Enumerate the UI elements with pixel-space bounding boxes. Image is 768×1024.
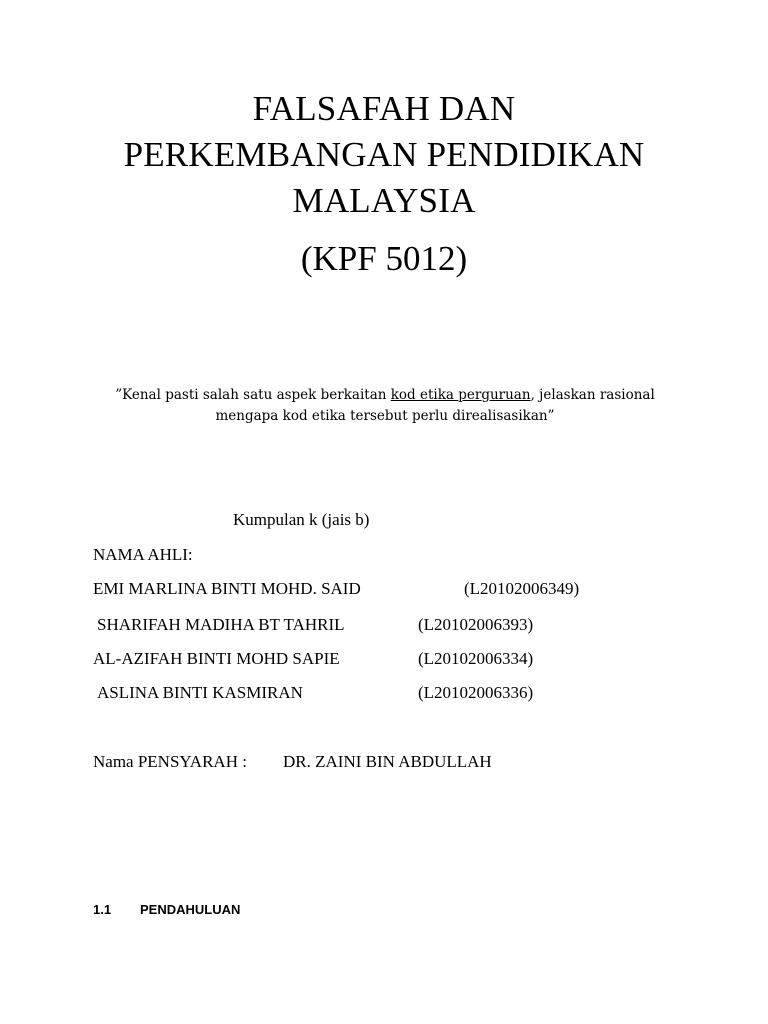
member-name: SHARIFAH MADIHA BT TAHRIL [97,615,345,634]
member-row [0,683,768,705]
member-name: EMI MARLINA BINTI MOHD. SAID [93,579,361,598]
group-name: Kumpulan k (jais b) [233,510,370,529]
member-id: (L20102006349) [464,579,580,598]
assignment-question [90,385,680,427]
title-line-2: PERKEMBANGAN PENDIDIKAN [123,135,645,174]
member-row [0,579,768,601]
member-id: (L20102006393) [418,615,534,634]
members-label: NAMA AHLI: [93,545,193,564]
member-id: (L20102006334) [418,649,534,668]
lecturer-label: Nama PENSYARAH : [93,752,247,771]
section-number: 1.1 [93,902,112,917]
member-row [0,615,768,637]
section-title: PENDAHULUAN [140,902,241,917]
member-name: ASLINA BINTI KASMIRAN [97,683,303,702]
member-row [0,649,768,671]
document-title [0,86,768,224]
lecturer-name: DR. ZAINI BIN ABDULLAH [283,752,492,771]
member-id: (L20102006336) [418,683,534,702]
course-code: (KPF 5012) [300,239,468,278]
member-name: AL-AZIFAH BINTI MOHD SAPIE [93,649,340,668]
question-text-end: , jelaskan rasional mengapa kod etika tersebut perlu direalisasikan” [215,387,655,424]
question-underlined-term: kod etika perguruan [390,387,531,403]
title-line-3: MALAYSIA [292,181,476,220]
question-text-start: ”Kenal pasti salah satu aspek berkaitan [115,387,391,403]
title-line-1: FALSAFAH DAN [252,89,516,128]
